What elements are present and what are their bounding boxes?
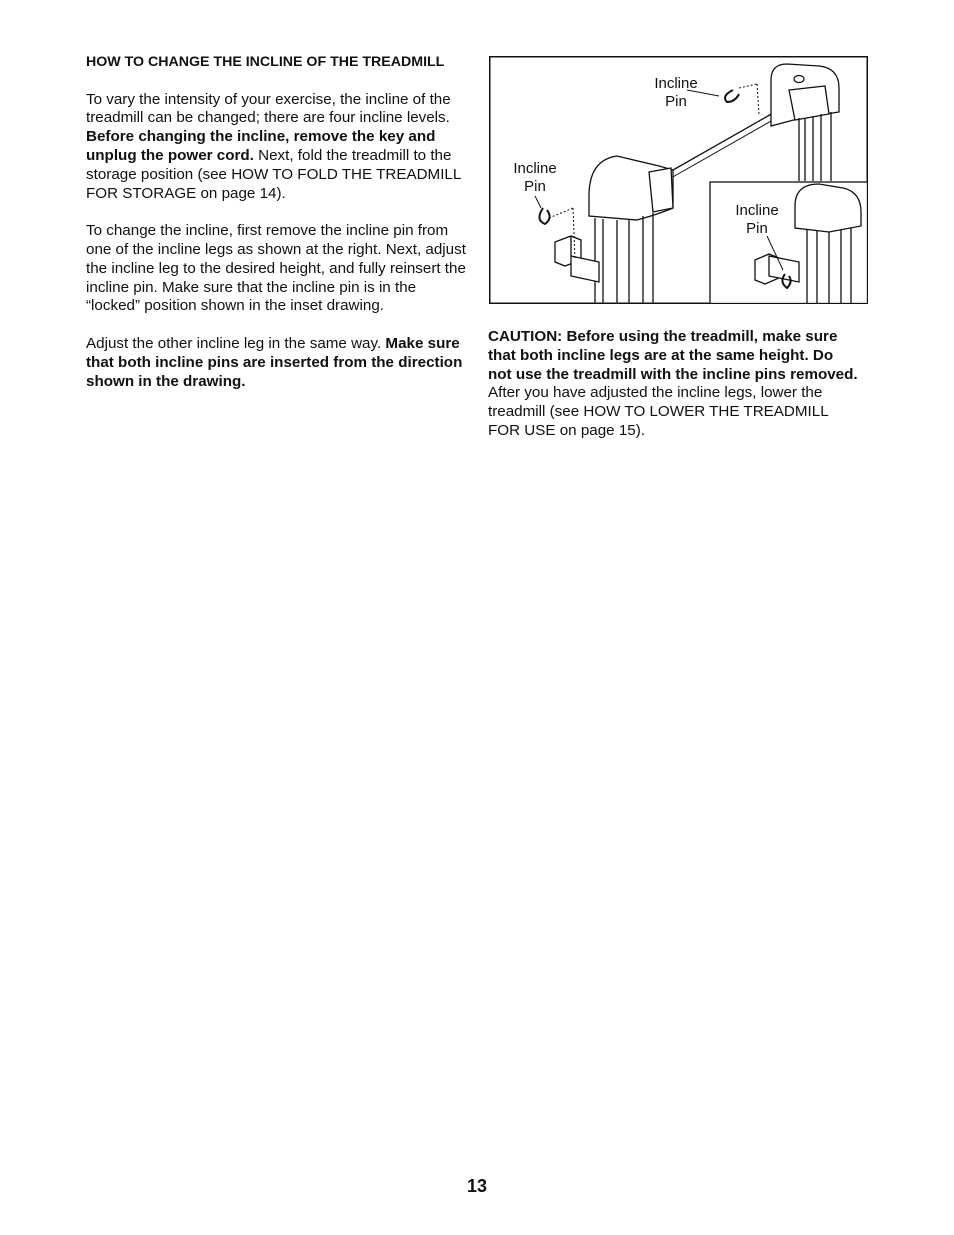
incline-diagram	[489, 56, 868, 304]
caution-paragraph	[488, 328, 860, 441]
incline-figure	[489, 56, 868, 304]
label-inset-line2: Pin	[746, 220, 768, 237]
label-top-line1: Incline	[654, 75, 698, 92]
other-leg-text: Adjust the other incline leg in the same way.	[86, 334, 386, 352]
page-number: 13	[466, 1176, 488, 1196]
label-left-line1: Incline	[513, 160, 557, 177]
intro-warning: Before changing the incline, remove the key and unplug the power cord.	[86, 128, 436, 164]
label-left-line2: Pin	[524, 178, 546, 195]
caution-text: After you have adjusted the incline legs, lower the treadmill (see HOW TO LOWER THE TREADMILL FOR USE on page 15).	[488, 384, 829, 439]
other-leg-warning: Make sure that both incline pins are inserted from the direction shown in the drawing.	[86, 334, 463, 390]
right-column	[488, 328, 860, 460]
adjust-paragraph: To change the incline, first remove the incline pin from one of the incline legs as shown at the right. Next, adjust the incline leg to the desired height, and fully reinsert the incline pin. Make sure that the incline pin is in the “locked” position shown in the inset drawing.	[86, 222, 466, 315]
section-heading: HOW TO CHANGE THE INCLINE OF THE TREADMILL	[86, 54, 445, 70]
other-leg-paragraph	[86, 335, 468, 391]
intro-fold-text: Next, fold the treadmill to the storage position (see HOW TO FOLD THE TREADMILL FOR STORAGE on page 14).	[86, 146, 461, 202]
label-inset-line1: Incline	[735, 202, 779, 219]
caution-warning: CAUTION: Before using the treadmill, make sure that both incline legs are at the same height. Do not use the treadmill with the incline pins removed.	[488, 328, 858, 383]
left-column	[86, 53, 468, 410]
intro-paragraph	[86, 91, 468, 204]
intro-text: To vary the intensity of your exercise, the incline of the treadmill can be changed; there are four incline levels.	[86, 90, 451, 127]
label-top-line2: Pin	[665, 93, 687, 110]
